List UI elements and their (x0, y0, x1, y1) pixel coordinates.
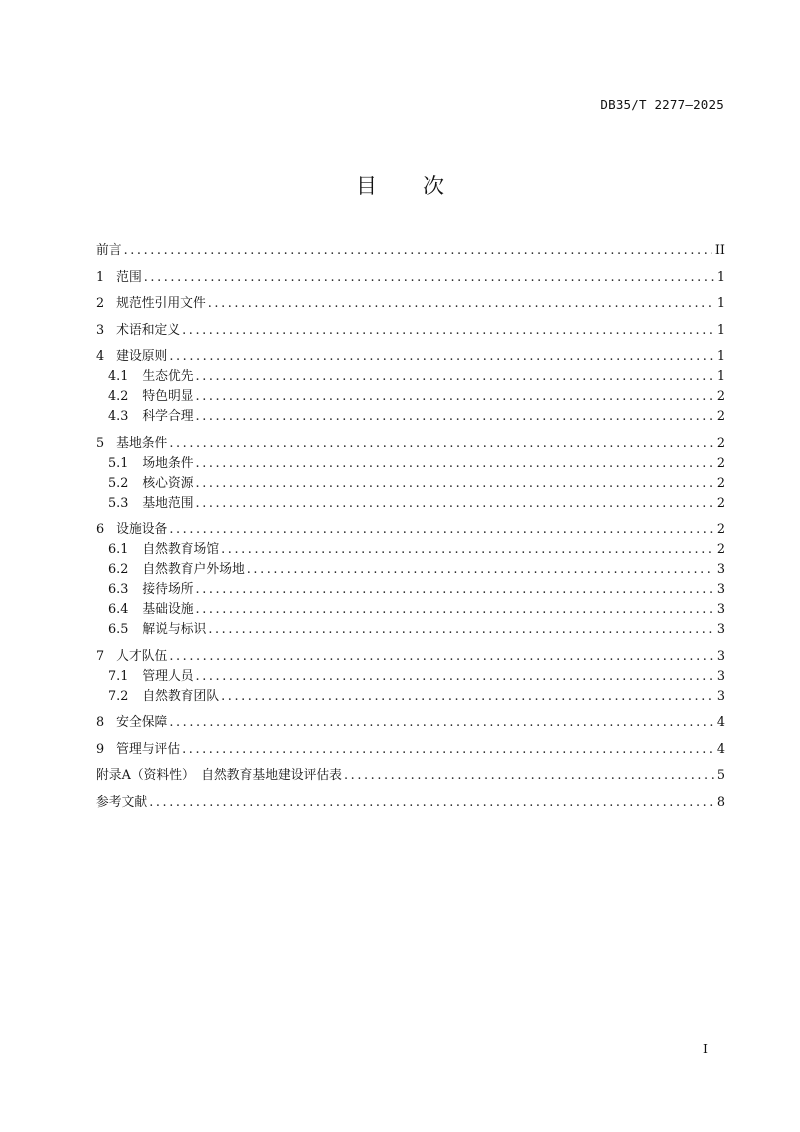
toc-entry[interactable] (96, 766, 725, 786)
toc-entry-label: 前言 (96, 243, 122, 258)
toc-leader-dots (182, 321, 714, 341)
toc-page-number: 3 (716, 622, 725, 637)
toc-entry-label: 安全保障 (116, 715, 168, 730)
toc-entry-number: 3 (96, 322, 105, 338)
toc-leader-dots (169, 520, 714, 540)
toc-page-number: 1 (716, 269, 725, 285)
toc-entry-number: 4.3 (108, 409, 129, 424)
toc-entry-label: 设施设备 (116, 522, 168, 537)
toc-entry[interactable] (96, 268, 725, 288)
toc-subentry[interactable] (96, 600, 725, 620)
toc-entry-number: 5 (96, 435, 105, 451)
toc-entry-label: 建设原则 (116, 349, 168, 364)
toc-entry-number: 6.3 (108, 582, 129, 597)
toc-leader-dots (149, 793, 714, 813)
toc-entry[interactable] (96, 321, 725, 341)
toc-entry-label: 科学合理 (142, 409, 194, 424)
toc-page-number: 2 (716, 435, 725, 451)
toc-page-number: 2 (716, 542, 725, 557)
toc-leader-dots (169, 347, 714, 367)
toc-leader-dots (208, 620, 714, 640)
toc-entry-label: 自然教育户外场地 (142, 562, 245, 577)
toc-entry-number: 8 (96, 715, 105, 730)
toc-entry-label: 接待场所 (142, 582, 194, 597)
toc-page-number: 3 (716, 562, 725, 577)
toc-page-number: 1 (716, 369, 725, 384)
toc-entry-number: 6.2 (108, 562, 129, 577)
toc-subentry[interactable] (96, 474, 725, 494)
toc-page-number: 3 (716, 582, 725, 597)
toc-entry-label: 自然教育场馆 (142, 542, 220, 557)
toc-subentry[interactable] (96, 367, 725, 387)
toc-page-number: II (714, 243, 725, 258)
toc-leader-dots (169, 647, 714, 667)
toc-page-number: 3 (716, 648, 725, 664)
toc-leader-dots (208, 294, 714, 314)
toc-entry[interactable] (96, 520, 725, 540)
toc-subentry[interactable] (96, 407, 725, 427)
toc-subentry[interactable] (96, 494, 725, 514)
toc-subentry[interactable] (96, 620, 725, 640)
toc-page-number: 8 (716, 794, 725, 810)
toc-subentry[interactable] (96, 454, 725, 474)
toc-entry-number: 5.2 (108, 475, 129, 491)
toc-leader-dots (196, 580, 714, 600)
toc-entry-number: 4.1 (108, 369, 129, 384)
toc-page-number: 5 (716, 768, 725, 783)
toc-leader-dots (124, 241, 712, 261)
page-title-part1: 目 (356, 174, 377, 198)
toc-subentry[interactable] (96, 667, 725, 687)
toc-entry[interactable] (96, 347, 725, 367)
toc-entry-label: 特色明显 (142, 389, 194, 404)
toc-entry-label: 管理与评估 (116, 741, 181, 757)
toc-entry[interactable] (96, 740, 725, 760)
toc-subentry[interactable] (96, 687, 725, 707)
standard-number: DB35/T 2277—2025 (600, 97, 724, 112)
toc-entry-number: 5.3 (108, 495, 129, 511)
toc-leader-dots (196, 387, 714, 407)
toc-entry-number: 5.1 (108, 455, 129, 471)
page-title-part2: 次 (423, 174, 444, 198)
toc-entry-label: 基础设施 (142, 602, 194, 617)
footer-page-number: I (703, 1041, 708, 1056)
toc-leader-dots (221, 540, 714, 560)
toc-page-number: 2 (716, 495, 725, 511)
toc-entry-number: 2 (96, 296, 105, 311)
toc-leader-dots (144, 268, 714, 288)
toc-page-number: 4 (716, 715, 725, 730)
toc-page-number: 4 (716, 741, 725, 757)
toc-entry-label: 核心资源 (142, 475, 194, 491)
toc-entry-number: 6.1 (108, 542, 129, 557)
toc-entry-label: 术语和定义 (116, 322, 181, 338)
toc-leader-dots (196, 667, 714, 687)
toc-page-number: 1 (716, 349, 725, 364)
toc-entry-label: 生态优先 (142, 369, 194, 384)
toc-entry-number: 1 (96, 269, 105, 285)
toc-entry-number: 6.5 (108, 622, 129, 637)
toc-subentry[interactable] (96, 580, 725, 600)
toc-page-number: 2 (716, 455, 725, 471)
toc-entry-number: 4 (96, 349, 105, 364)
toc-subentry[interactable] (96, 387, 725, 407)
toc-entry-label: 范围 (116, 269, 142, 285)
toc-entry-label: 自然教育团队 (142, 688, 220, 704)
toc-page-number: 1 (716, 296, 725, 311)
toc-leader-dots (344, 766, 714, 786)
toc-leader-dots (196, 407, 714, 427)
toc-page-number: 2 (716, 475, 725, 491)
toc-entry[interactable] (96, 434, 725, 454)
toc-page-number: 2 (716, 522, 725, 537)
toc-leader-dots (196, 474, 714, 494)
toc-entry-label: 解说与标识 (142, 622, 207, 637)
toc-page-number: 2 (716, 409, 725, 424)
toc-subentry[interactable] (96, 560, 725, 580)
table-of-contents (96, 241, 725, 813)
toc-entry-number: 6 (96, 522, 105, 537)
toc-entry-number: 7.1 (108, 668, 129, 684)
toc-entry-label: 规范性引用文件 (116, 296, 206, 311)
toc-leader-dots (169, 434, 714, 454)
toc-entry-label: 基地条件 (116, 435, 168, 451)
toc-entry-label: 人才队伍 (116, 648, 168, 664)
toc-entry-number: 4.2 (108, 389, 129, 404)
toc-leader-dots (169, 713, 714, 733)
toc-page-number: 3 (716, 688, 725, 704)
toc-entry-label: 管理人员 (142, 668, 194, 684)
toc-subentry[interactable] (96, 540, 725, 560)
toc-entry[interactable] (96, 647, 725, 667)
toc-entry-label: 场地条件 (142, 455, 194, 471)
toc-entry[interactable] (96, 713, 725, 733)
toc-leader-dots (196, 454, 714, 474)
toc-leader-dots (221, 687, 714, 707)
toc-entry-number: 9 (96, 741, 105, 757)
toc-leader-dots (247, 560, 714, 580)
toc-leader-dots (196, 494, 714, 514)
toc-leader-dots (196, 367, 714, 387)
toc-page-number: 2 (716, 389, 725, 404)
toc-entry[interactable] (96, 294, 725, 314)
toc-entry-label: 参考文献 (96, 794, 148, 810)
toc-leader-dots (196, 600, 714, 620)
toc-page-number: 3 (716, 602, 725, 617)
toc-page-number: 3 (716, 668, 725, 684)
toc-entry-number: 7 (96, 648, 105, 664)
toc-entry-label: 附录A（资料性） 自然教育基地建设评估表 (96, 768, 342, 783)
toc-entry[interactable] (96, 793, 725, 813)
page-title (0, 170, 800, 200)
toc-page-number: 1 (716, 322, 725, 338)
toc-entry-number: 7.2 (108, 688, 129, 704)
toc-entry[interactable] (96, 241, 725, 261)
toc-entry-number: 6.4 (108, 602, 129, 617)
toc-entry-label: 基地范围 (142, 495, 194, 511)
toc-leader-dots (182, 740, 714, 760)
